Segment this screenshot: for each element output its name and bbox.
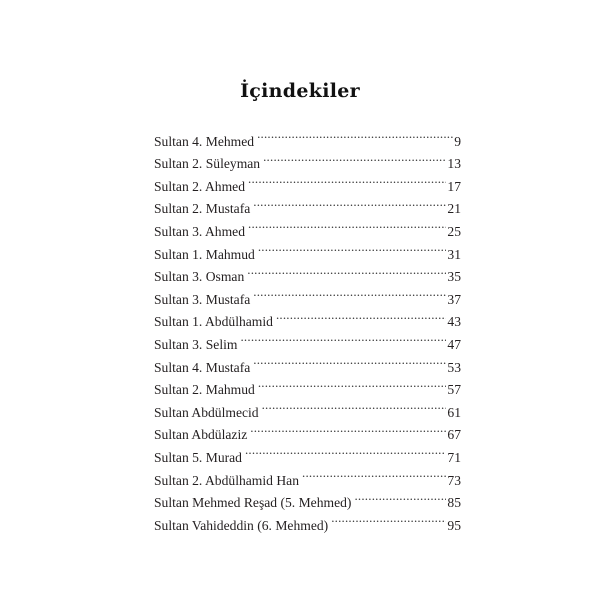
dot-leader [331,507,446,530]
toc-entry-label: Sultan 3. Ahmed [154,223,246,239]
toc-entry [154,123,461,149]
toc-entry-label: Sultan Mehmed Reşad (5. Mehmed) [154,495,352,511]
toc-entry-page: 85 [447,495,461,511]
toc-entry-label: Sultan 2. Süleyman [154,156,261,172]
dot-leader [276,304,446,327]
toc-entry-page: 13 [447,156,461,172]
dot-leader [248,168,446,191]
dot-leader [240,326,446,349]
dot-leader [253,349,446,372]
toc-entry-page: 31 [447,246,461,262]
dot-leader [250,417,446,440]
toc-entry-label: Sultan 2. Mahmud [154,382,255,398]
dot-leader [302,462,446,485]
toc-entry-label: Sultan 1. Mahmud [154,246,255,262]
dot-leader [248,213,446,236]
dot-leader [262,394,447,417]
toc-entry-label: Sultan 2. Ahmed [154,178,246,194]
toc-entry-page: 37 [447,291,461,307]
dot-leader [245,439,446,462]
toc-entry-page: 35 [447,269,461,285]
toc-entry-page: 25 [447,223,461,239]
dot-leader [247,259,446,282]
page-title: İçindekiler [240,80,360,102]
toc-entry-label: Sultan 3. Selim [154,336,238,352]
toc-entry-page: 95 [447,517,461,533]
toc-entry-page: 67 [447,427,461,443]
toc-entry-page: 57 [447,382,461,398]
dot-leader [257,123,453,146]
toc-entry-page: 43 [447,314,461,330]
toc-entry-page: 21 [447,201,461,217]
toc-entry-page: 17 [447,178,461,194]
dot-leader [258,236,447,259]
toc-entry-page: 47 [447,336,461,352]
toc-entry-label: Sultan 3. Osman [154,269,245,285]
toc-entry-label: Sultan 4. Mustafa [154,359,251,375]
toc-entry-label: Sultan Abdülmecid [154,404,259,420]
toc-entry-page: 9 [454,133,461,149]
toc-entry-label: Sultan Abdülaziz [154,427,248,443]
dot-leader [253,191,446,214]
dot-leader [253,281,446,304]
toc-entry-page: 73 [447,472,461,488]
toc-entry-label: Sultan 4. Mehmed [154,133,255,149]
dot-leader [354,485,446,508]
dot-leader [263,146,446,169]
toc-entry-page: 61 [447,404,461,420]
dot-leader [258,372,447,395]
toc-entry-page: 71 [447,449,461,465]
toc-entry-label: Sultan 1. Abdülhamid [154,314,273,330]
table-of-contents [154,123,461,533]
toc-entry-page: 53 [447,359,461,375]
toc-entry-label: Sultan 5. Murad [154,449,242,465]
toc-entry-label: Sultan 2. Mustafa [154,201,251,217]
toc-entry-label: Sultan 2. Abdülhamid Han [154,472,299,488]
toc-entry-label: Sultan Vahideddin (6. Mehmed) [154,517,329,533]
toc-entry-label: Sultan 3. Mustafa [154,291,251,307]
